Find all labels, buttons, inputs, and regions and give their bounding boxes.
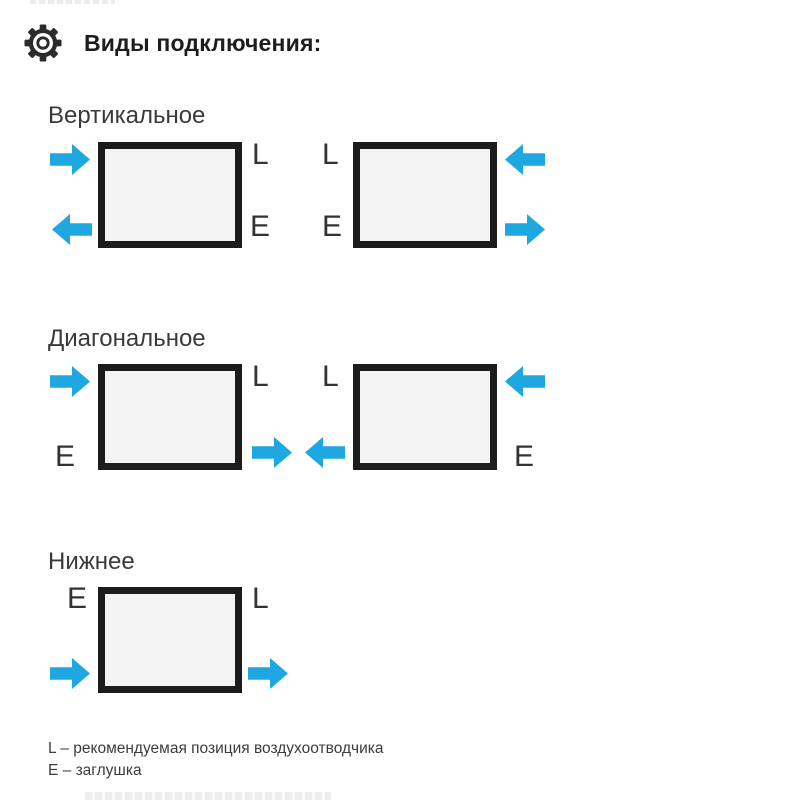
plug-label: E <box>67 582 88 615</box>
cropped-text-top <box>30 0 115 4</box>
outflow-arrow-icon <box>52 214 92 245</box>
section-label-diagonal: Диагональное <box>48 325 206 352</box>
radiator-rect <box>353 364 497 470</box>
air-vent-position-label: L <box>252 582 269 615</box>
air-vent-position-label: L <box>252 138 269 171</box>
page-title: Виды подключения: <box>84 30 322 56</box>
section-label-vertical: Вертикальное <box>48 102 206 129</box>
radiator-rect <box>353 142 497 248</box>
inflow-arrow-icon <box>50 366 90 397</box>
plug-label: E <box>250 210 271 243</box>
gear-icon <box>24 24 62 62</box>
legend-air-vent: L – рекомендуемая позиция воздухоотводчика <box>48 740 384 757</box>
plug-label: E <box>55 440 76 473</box>
inflow-arrow-icon <box>505 144 545 175</box>
outflow-arrow-icon <box>305 437 345 468</box>
section-label-bottom: Нижнее <box>48 548 135 575</box>
plug-label: E <box>322 210 343 243</box>
plug-label: E <box>514 440 535 473</box>
legend-plug: E – заглушка <box>48 762 142 779</box>
radiator-rect <box>98 587 242 693</box>
cropped-text-bottom <box>85 792 331 800</box>
inflow-arrow-icon <box>50 144 90 175</box>
air-vent-position-label: L <box>252 360 269 393</box>
outflow-arrow-icon <box>248 658 288 689</box>
inflow-arrow-icon <box>505 366 545 397</box>
outflow-arrow-icon <box>505 214 545 245</box>
outflow-arrow-icon <box>252 437 292 468</box>
inflow-arrow-icon <box>50 658 90 689</box>
air-vent-position-label: L <box>322 360 339 393</box>
radiator-rect <box>98 142 242 248</box>
radiator-rect <box>98 364 242 470</box>
air-vent-position-label: L <box>322 138 339 171</box>
